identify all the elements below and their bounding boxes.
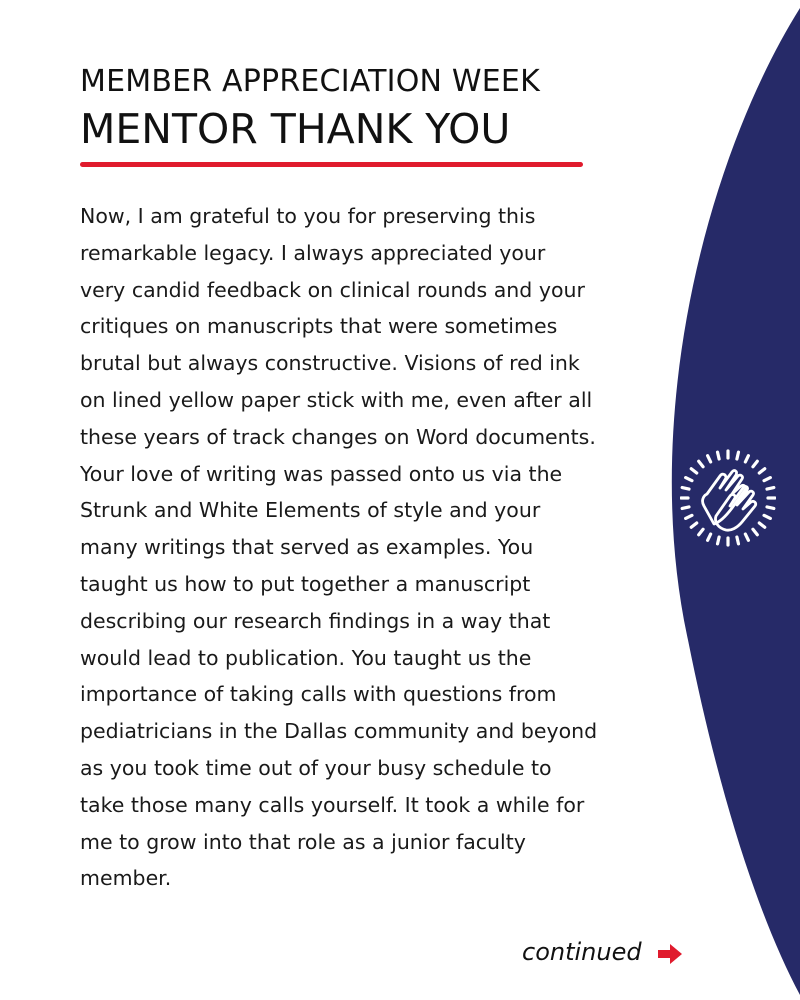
body-line: Strunk and White Elements of style and your — [80, 498, 541, 523]
sunburst-ray — [699, 461, 703, 466]
sunburst-ray — [764, 478, 770, 481]
sunburst-ray — [691, 469, 696, 473]
body-line: very candid feedback on clinical rounds and your — [80, 277, 585, 302]
sunburst-ray — [737, 537, 739, 544]
body-line: brutal but always constructive. Visions of red ink — [80, 351, 580, 376]
body-line: would lead to publication. You taught us the — [80, 645, 532, 670]
body-line: pediatricians in the Dallas community and beyond — [80, 719, 598, 744]
body-line: taught us how to put together a manuscript — [80, 571, 531, 596]
sunburst-ray — [745, 534, 748, 540]
body-line: me to grow into that role as a junior faculty — [80, 829, 526, 854]
sunburst-ray — [718, 452, 720, 459]
sunburst-ray — [682, 488, 689, 490]
sunburst-ray — [718, 537, 720, 544]
sunburst-ray — [753, 529, 757, 534]
sunburst-ray — [708, 534, 711, 540]
sunburst-ray — [764, 515, 770, 518]
body-line: these years of track changes on Word documents. — [80, 424, 596, 449]
sunburst-ray — [686, 478, 692, 481]
sunburst-ray — [753, 461, 757, 466]
clapping-hands-icon — [680, 446, 776, 550]
sunburst-ray — [767, 488, 774, 490]
continued-label: continued — [522, 938, 642, 966]
sunburst-ray — [691, 523, 696, 527]
body-line: take those many calls yourself. It took a while for — [80, 792, 585, 817]
body-line: many writings that served as examples. You — [80, 535, 534, 560]
body-line: critiques on manuscripts that were sometimes — [80, 314, 558, 339]
sunburst-ray — [682, 507, 689, 509]
body-paragraph — [80, 198, 670, 897]
sunburst-ray — [699, 529, 703, 534]
body-line: describing our research findings in a way that — [80, 608, 551, 633]
arrow-right-icon — [657, 943, 683, 965]
sunburst-ray — [759, 469, 764, 473]
body-line: Now, I am grateful to you for preserving this — [80, 204, 536, 228]
sunburst-ray — [708, 456, 711, 462]
sunburst-ray — [745, 456, 748, 462]
sunburst-ray — [767, 507, 774, 509]
page-title: MENTOR THANK YOU — [80, 105, 511, 153]
page-eyebrow: MEMBER APPRECIATION WEEK — [80, 64, 540, 99]
body-line: as you took time out of your busy schedule to — [80, 755, 552, 780]
title-block — [80, 62, 640, 154]
sunburst-ray — [737, 452, 739, 459]
body-line: Your love of writing was passed onto us via the — [80, 461, 563, 486]
sunburst-ray — [759, 523, 764, 527]
body-line: remarkable legacy. I always appreciated your — [80, 240, 546, 265]
title-underline — [80, 162, 583, 167]
body-line: on lined yellow paper stick with me, even after all — [80, 387, 593, 412]
body-line: member. — [80, 866, 172, 891]
body-line: importance of taking calls with questions from — [80, 682, 557, 707]
sunburst-ray — [686, 515, 692, 518]
